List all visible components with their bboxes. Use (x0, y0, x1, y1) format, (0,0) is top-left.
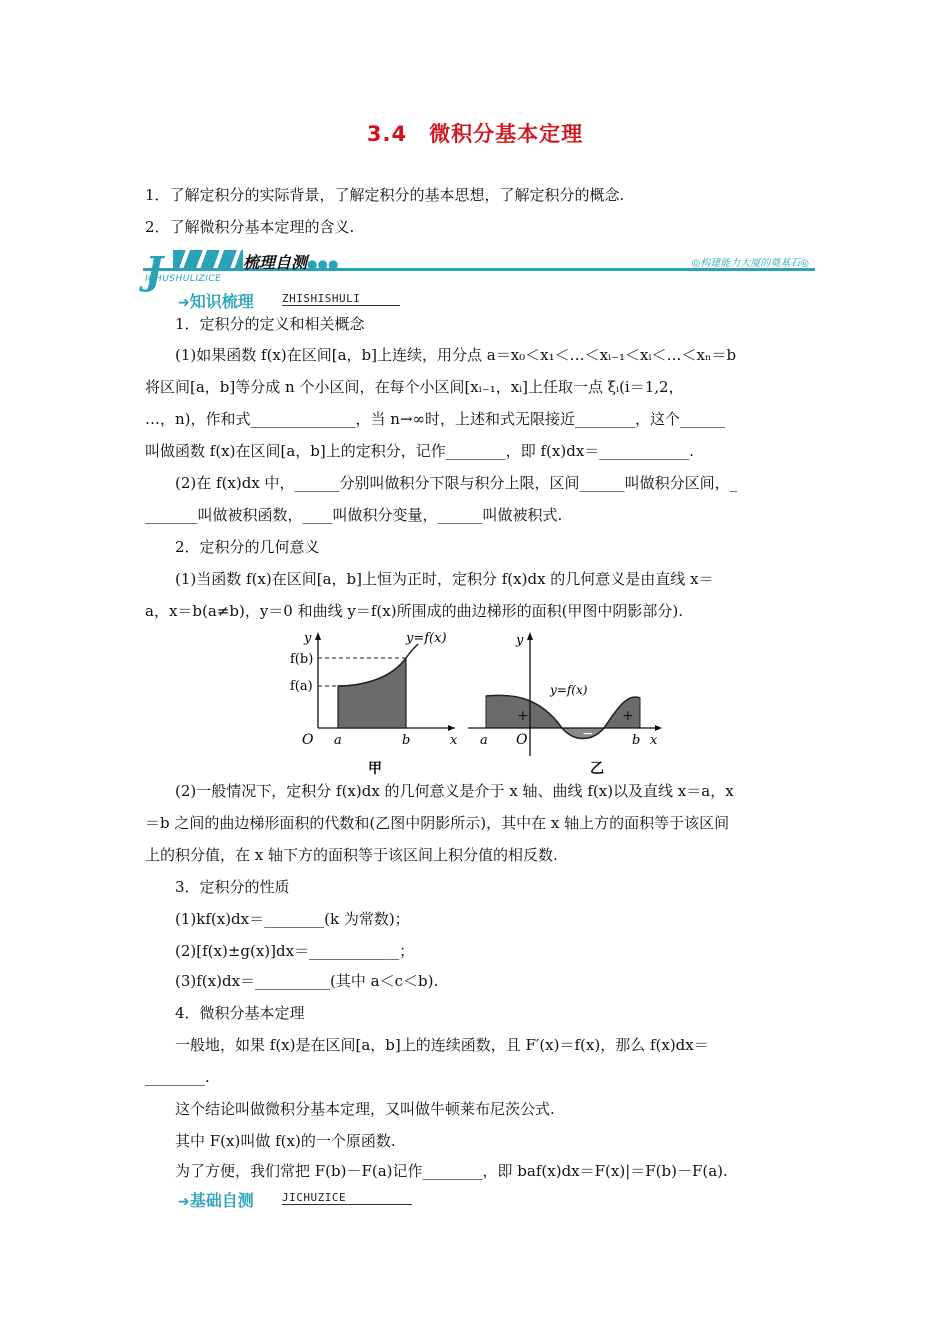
banner-dots: ●●● (307, 257, 339, 271)
tag-knowledge-en: ZHISHISHULI (282, 292, 400, 306)
fb-label: f(b) (290, 652, 314, 667)
tag-basic-text: 基础自测 (189, 1191, 254, 1210)
b-label: b (402, 733, 411, 748)
text-line: 这个结论叫做微积分基本定理，又叫做牛顿莱布尼茨公式. (175, 1100, 555, 1118)
text-line: 上的积分值，在 x 轴下方的面积等于该区间上积分值的相反数. (145, 846, 558, 864)
heading-3: 3．定积分的性质 (175, 878, 290, 896)
caption-jia: 甲 (368, 761, 382, 776)
text-line: (2)一般情况下，定积分 f(x)dx 的几何意义是介于 x 轴、曲线 f(x)以及直线 x＝a，x (175, 782, 734, 800)
text-line: a，x＝b(a≠b)，y＝0 和曲线 y＝f(x)所围成的曲边梯形的面积(甲图中阴影部分). (145, 602, 684, 620)
banner-letter: J (145, 248, 163, 293)
text-line: …，n)，作和式______________，当 n→∞时，上述和式无限接近________，这个______ (145, 410, 726, 428)
objective-2: 2．了解微积分基本定理的含义. (145, 218, 355, 236)
banner-name-text: 梳理自测 (243, 253, 308, 272)
text-line: 为了方便，我们常把 F(b)－F(a)记作________，即 baf(x)dx＝F(x)|＝F(b)－F(a). (175, 1162, 728, 1180)
origin-label: O (516, 732, 528, 748)
curve-label: y=f(x) (550, 683, 588, 697)
x-axis-arrow (448, 725, 455, 731)
text-line: ＝b 之间的曲边梯形面积的代数和(乙图中阴影所示)，其中在 x 轴上方的面积等于该区间 (145, 814, 730, 832)
text-line: (2)[f(x)±g(x)]dx＝____________； (175, 942, 415, 960)
text-line: _______叫做被积函数，____叫做积分变量，______叫做被积式. (145, 506, 563, 524)
tag-basic-label (178, 1188, 254, 1211)
y-label: y (516, 633, 524, 648)
x-label: x (450, 733, 458, 748)
text-line: 将区间[a，b]等分成 n 个小区间，在每个小区间[xᵢ₋₁，xᵢ]上任取一点 ξᵢ(i＝1,2， (145, 378, 684, 396)
heading-2: 2．定积分的几何意义 (175, 538, 320, 556)
b-label: b (632, 733, 641, 748)
text-line: (3)f(x)dx＝__________(其中 a＜c＜b). (175, 972, 439, 990)
text-line: ________. (145, 1068, 210, 1086)
plus-sign-2: + (622, 708, 634, 724)
y-label: y (304, 631, 312, 646)
arrow-icon: ➜ (178, 295, 190, 311)
section-tag-knowledge (178, 289, 438, 309)
objective-1: 1．了解定积分的实际背景，了解定积分的基本思想，了解定积分的概念. (145, 186, 625, 204)
text-line: 叫做函数 f(x)在区间[a，b]上的定积分，记作________，即 f(x)dx＝____________. (145, 442, 695, 460)
text-line: 一般地，如果 f(x)是在区间[a，b]上的连续函数，且 F′(x)＝f(x)，那么 f(x)dx＝ (175, 1036, 709, 1054)
y-axis-arrow (315, 632, 321, 640)
figure-yi (468, 628, 668, 776)
caption-yi: 乙 (590, 761, 604, 776)
y-axis-arrow (527, 632, 533, 640)
curve-label: y=f(x) (406, 631, 447, 646)
text-line: (1)如果函数 f(x)在区间[a，b]上连续，用分点 a＝x₀＜x₁＜…＜xᵢ₋₁＜xᵢ＜…＜xₙ＝b (175, 346, 737, 364)
section-banner (143, 250, 815, 294)
a-label: a (480, 733, 488, 748)
text-line: (1)当函数 f(x)在区间[a，b]上恒为正时，定积分 f(x)dx 的几何意义是由直线 x＝ (175, 570, 714, 588)
a-label: a (334, 733, 342, 748)
banner-name (243, 250, 338, 273)
heading-4: 4．微积分基本定理 (175, 1004, 305, 1022)
plus-sign-1: + (517, 708, 529, 724)
banner-stripes (173, 250, 243, 268)
tag-knowledge-text: 知识梳理 (189, 292, 254, 311)
section-tag-basic (178, 1188, 438, 1208)
text-line: (2)在 f(x)dx 中，______分别叫做积分下限与积分上限，区间______叫做积分区间，_ (175, 474, 738, 492)
tag-basic-en: JICHUZICE (282, 1191, 412, 1205)
figure-jia (280, 628, 460, 776)
fa-label: f(a) (290, 679, 313, 694)
arrow-icon: ➜ (178, 1194, 190, 1210)
origin-label: O (302, 732, 314, 748)
banner-subtitle: ICHUSHULIZICE (145, 274, 222, 284)
page-title: 3.4 微积分基本定理 (366, 122, 584, 146)
text-line: 其中 F(x)叫做 f(x)的一个原函数. (175, 1132, 396, 1150)
tag-knowledge-label (178, 289, 254, 312)
x-axis-arrow (655, 725, 662, 731)
x-label: x (650, 733, 658, 748)
text-line: (1)kf(x)dx＝________(k 为常数)； (175, 910, 410, 928)
minus-sign: − (582, 726, 594, 742)
heading-1: 1．定积分的定义和相关概念 (175, 315, 365, 333)
banner-motto: ◎构建能力大厦的奠基石◎ (691, 258, 809, 269)
